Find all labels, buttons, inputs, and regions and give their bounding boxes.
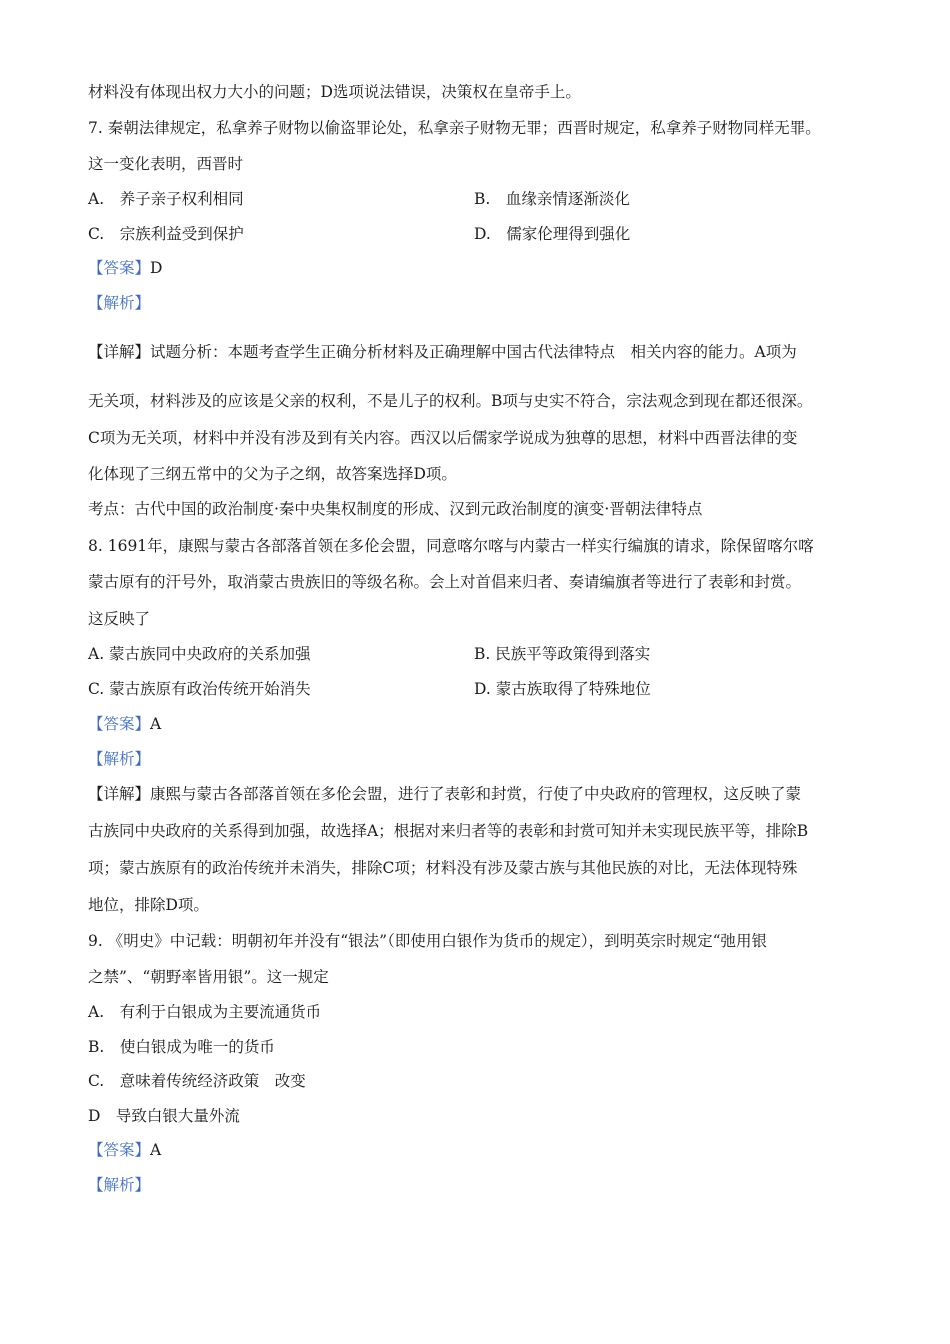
q7-option-c: C. 宗族利益受到保护 [88,225,244,243]
q9-option-d: D 导致白银大量外流 [88,1107,240,1125]
q7-detail-line4: 化体现了三纲五常中的父为子之纲，故答案选择D项。 [88,465,457,483]
q9-stem-line1: 9. 《明史》中记载：明朝初年并没有“银法”（即使用白银作为货币的规定），到明英宗时规定“弛用银 [88,932,767,950]
q9-option-c: C. 意味着传统经济政策 改变 [88,1072,306,1090]
q7-answer [88,258,162,278]
answer-value: D [150,259,163,277]
q9-answer [88,1140,161,1160]
q8-answer [88,714,161,734]
q8-stem-line1: 8. 1691年，康熙与蒙古各部落首领在多伦会盟，同意喀尔喀与内蒙古一样实行编旗的请求，除保留喀尔喀 [88,537,814,555]
q8-analysis [88,749,150,769]
q7-option-a: A. 养子亲子权利相同 [88,190,244,208]
q7-detail-line1 [88,342,797,362]
q9-analysis [88,1175,150,1195]
q7-detail-line3: C项为无关项，材料中并没有涉及到有关内容。西汉以后儒家学说成为独尊的思想，材料中西晋法律的变 [88,429,798,447]
q8-option-d: D. 蒙古族取得了特殊地位 [474,680,651,698]
q7-stem-line2: 这一变化表明，西晋时 [88,155,244,173]
q7-kaodian: 考点：古代中国的政治制度·秦中央集权制度的形成、汉到元政治制度的演变·晋朝法律特点 [88,500,703,518]
q8-stem-line3: 这反映了 [88,610,151,628]
detail-text: 康熙与蒙古各部落首领在多伦会盟，进行了表彰和封赏，行使了中央政府的管理权，这反映了蒙 [150,785,802,803]
q7-option-b: B. 血缘亲情逐渐淡化 [474,190,630,208]
detail-text: 试题分析：本题考查学生正确分析材料及正确理解中国古代法律特点 相关内容的能力。A项为 [150,343,797,361]
q7-option-d: D. 儒家伦理得到强化 [474,225,631,243]
q8-option-b: B. 民族平等政策得到落实 [474,645,651,663]
q8-option-a: A. 蒙古族同中央政府的关系加强 [88,645,311,663]
q9-option-a: A. 有利于白银成为主要流通货币 [88,1003,322,1021]
detail-tag: 【详解】 [88,343,151,361]
q7-analysis [88,293,150,313]
q7-stem-line1: 7. 秦朝法律规定，私拿养子财物以偷盗罪论处，私拿亲子财物无罪；西晋时规定，私拿养子财物同样无罪。 [88,119,821,137]
answer-tag: 【答案】 [88,1141,151,1159]
q8-stem-line2: 蒙古原有的汗号外，取消蒙古贵族旧的等级名称。会上对首倡来归者、奏请编旗者等进行了表彰和封赏。 [88,573,802,591]
q8-detail-line2: 古族同中央政府的关系得到加强，故选择A；根据对来归者等的表彰和封赏可知并未实现民族平等，排除B [88,822,809,840]
q9-option-b: B. 使白银成为唯一的货币 [88,1038,275,1056]
answer-tag: 【答案】 [88,715,151,733]
q7-detail-line2: 无关项，材料涉及的应该是父亲的权利，不是儿子的权利。B项与史实不符合，宗法观念到现在都还很深。 [88,392,813,410]
analysis-tag: 【解析】 [88,294,151,312]
analysis-tag: 【解析】 [88,750,151,768]
intro-text: 材料没有体现出权力大小的问题；D选项说法错误，决策权在皇帝手上。 [88,83,581,101]
q8-option-c: C. 蒙古族原有政治传统开始消失 [88,680,311,698]
answer-value: A [150,715,162,733]
q9-stem-line2: 之禁”、“朝野率皆用银”。这一规定 [88,968,329,986]
analysis-tag: 【解析】 [88,1176,151,1194]
answer-tag: 【答案】 [88,259,151,277]
q8-detail-line3: 项；蒙古族原有的政治传统并未消失，排除C项；材料没有涉及蒙古族与其他民族的对比，无法体现特殊 [88,859,798,877]
detail-tag: 【详解】 [88,785,151,803]
q8-detail-line1 [88,784,801,804]
q8-detail-line4: 地位，排除D项。 [88,896,209,914]
answer-value: A [150,1141,162,1159]
